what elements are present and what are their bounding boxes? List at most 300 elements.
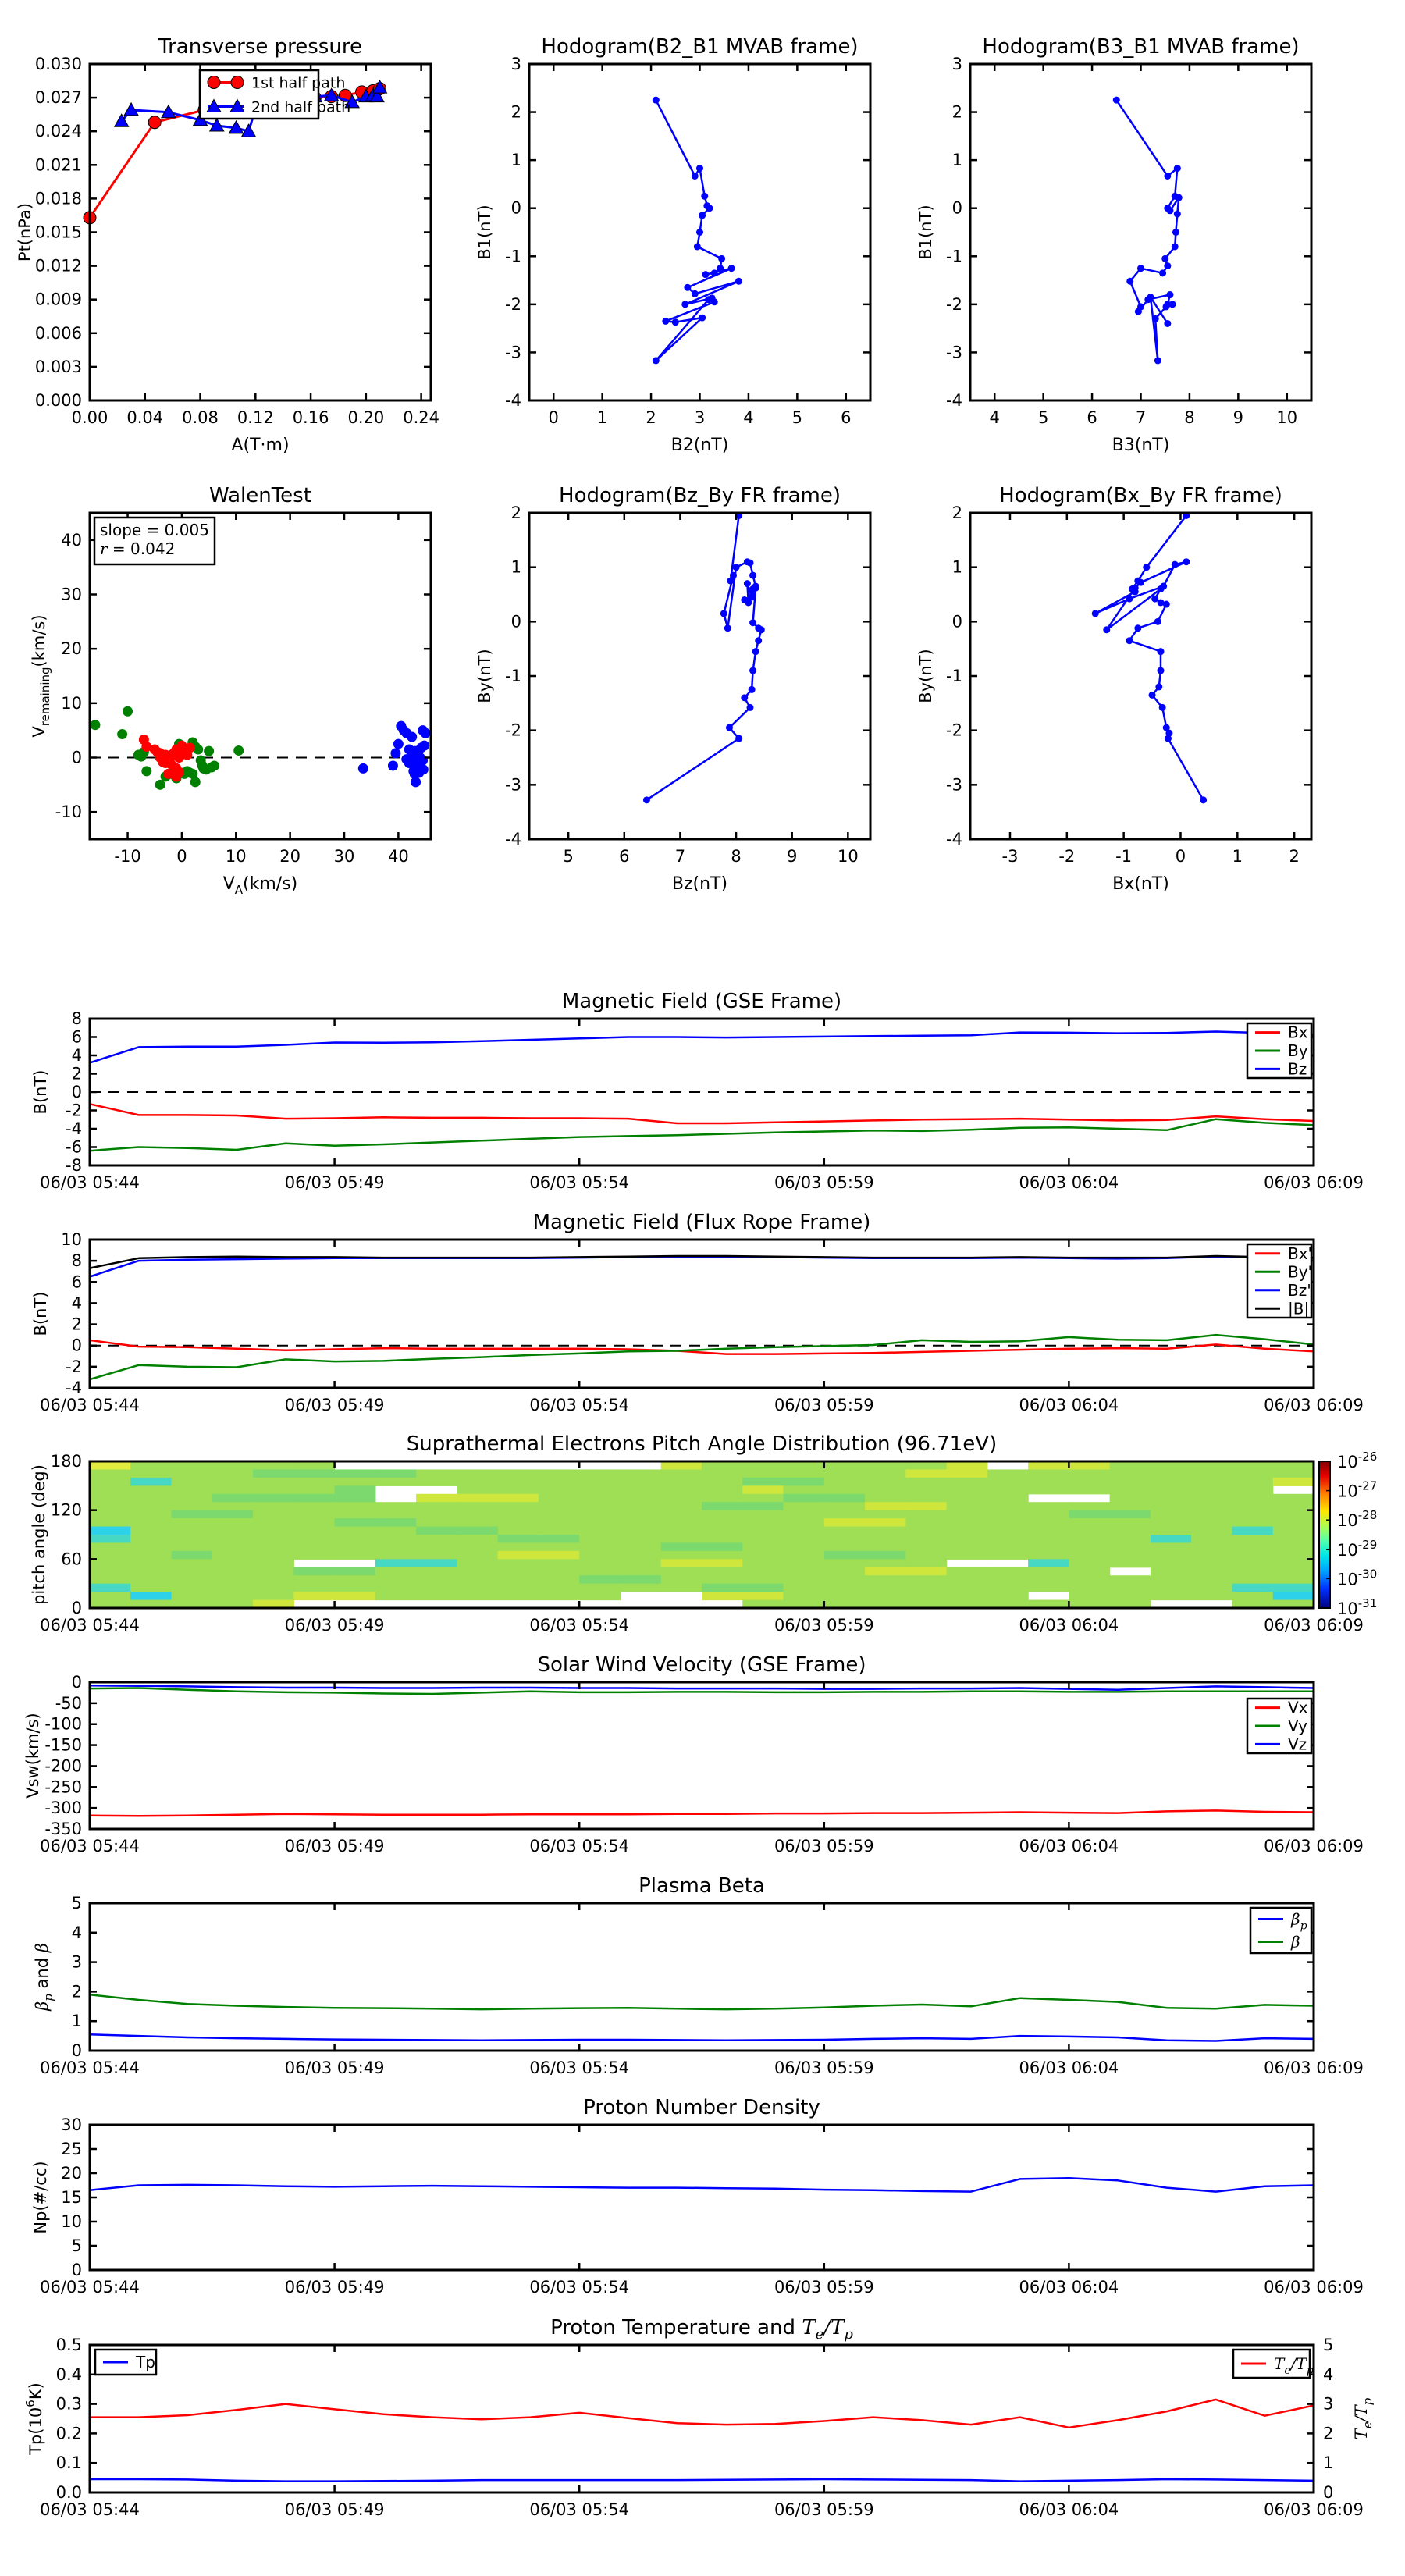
y-tick-label: 15 xyxy=(61,2188,82,2207)
x-tick-label: 06/03 06:09 xyxy=(1264,1837,1364,1856)
heatmap-cell xyxy=(375,1542,417,1551)
plot-frame xyxy=(90,1682,1314,1829)
series-Bz' xyxy=(90,1257,1314,1277)
y-tick-label: -1 xyxy=(946,667,962,685)
marker-dot xyxy=(718,255,725,262)
heatmap-cell xyxy=(865,1567,906,1576)
heatmap-cell xyxy=(742,1461,784,1470)
heatmap-cell xyxy=(702,1551,743,1560)
heatmap-cell xyxy=(375,1469,417,1478)
heatmap-cell xyxy=(1273,1518,1314,1527)
marker-dot xyxy=(681,301,688,308)
heatmap-cell xyxy=(865,1551,906,1560)
y-tick-label: 0 xyxy=(510,612,521,632)
x-tick-label: 8 xyxy=(1184,408,1195,427)
heatmap-cell xyxy=(1151,1518,1192,1527)
heatmap-cell xyxy=(416,1542,457,1551)
heatmap-cell xyxy=(335,1535,376,1543)
x-tick-label: 06/03 05:59 xyxy=(774,2278,874,2297)
heatmap-cell xyxy=(90,1559,131,1567)
y-tick-label: -350 xyxy=(44,1820,82,1838)
marker-dot xyxy=(749,667,756,674)
marker-dot xyxy=(741,694,748,701)
heatmap-cell xyxy=(824,1461,866,1470)
heatmap-cell xyxy=(293,1502,335,1510)
heatmap-cell xyxy=(824,1494,866,1503)
heatmap-cell xyxy=(498,1502,539,1510)
y-tick-label: 0 xyxy=(71,748,82,767)
heatmap-cell xyxy=(579,1502,621,1510)
heatmap-cell xyxy=(416,1518,457,1527)
marker-dot xyxy=(699,315,706,322)
heatmap-cell xyxy=(212,1461,254,1470)
heatmap-cell xyxy=(702,1461,743,1470)
heatmap-cell xyxy=(987,1510,1029,1519)
scatter-point-green xyxy=(190,777,201,787)
heatmap-cell xyxy=(293,1485,335,1494)
heatmap-cell xyxy=(1069,1502,1110,1510)
heatmap-cell xyxy=(90,1584,131,1592)
heatmap-cell xyxy=(905,1559,947,1567)
marker-dot xyxy=(653,97,660,104)
marker-dot xyxy=(1113,97,1120,104)
marker-dot xyxy=(653,357,660,364)
heatmap-cell xyxy=(539,1502,580,1510)
title-walen_test: WalenTest xyxy=(209,484,311,507)
heatmap-cell xyxy=(987,1494,1029,1503)
heatmap-cell xyxy=(293,1527,335,1535)
heatmap-cell xyxy=(1191,1559,1232,1567)
y-tick-label: 0 xyxy=(71,1673,82,1692)
heatmap-cell xyxy=(1028,1502,1069,1510)
legend-label: Bz' xyxy=(1288,1280,1311,1300)
chart-beta xyxy=(33,1874,1364,2077)
y-tick-label: -4 xyxy=(66,1119,82,1138)
heatmap-cell xyxy=(90,1575,131,1584)
y-tick-label: 0.000 xyxy=(34,391,82,410)
heatmap-cell xyxy=(661,1494,702,1503)
x-axis-label: B3(nT) xyxy=(1112,436,1170,455)
legend-label: Vx xyxy=(1288,1698,1308,1717)
y-tick-label: 30 xyxy=(61,585,82,604)
heatmap-cell xyxy=(824,1518,866,1527)
heatmap-cell xyxy=(620,1575,661,1584)
heatmap-cell xyxy=(375,1551,417,1560)
scatter-point-blue xyxy=(419,741,429,751)
heatmap-cell xyxy=(905,1592,947,1600)
heatmap-cell xyxy=(253,1502,294,1510)
heatmap-cell xyxy=(172,1584,213,1592)
y-tick-label: 2 xyxy=(71,1064,82,1083)
heatmap-cell xyxy=(172,1592,213,1600)
heatmap-cell xyxy=(947,1485,988,1494)
y-tick-label: 0 xyxy=(951,612,962,632)
x-tick-label: 06/03 05:49 xyxy=(284,2058,385,2077)
y-tick-label: -150 xyxy=(44,1735,82,1755)
x-tick-label: 06/03 06:09 xyxy=(1264,2500,1364,2519)
heatmap-cell xyxy=(457,1592,498,1600)
heatmap-cell xyxy=(1028,1584,1069,1592)
chart-np xyxy=(31,2096,1364,2297)
heatmap-cell xyxy=(742,1502,784,1510)
x-tick-label: 8 xyxy=(731,847,742,866)
y-axis-label: B(nT) xyxy=(31,1069,50,1115)
heatmap-cell xyxy=(702,1478,743,1486)
heatmap-cell xyxy=(90,1461,131,1470)
heatmap-cell xyxy=(416,1575,457,1584)
heatmap-cell xyxy=(457,1510,498,1519)
heatmap-cell xyxy=(130,1542,172,1551)
heatmap-cell xyxy=(824,1584,866,1592)
heatmap-cell xyxy=(293,1478,335,1486)
heatmap-cell xyxy=(1273,1559,1314,1567)
heatmap-cell xyxy=(865,1502,906,1510)
y-tick-label: -4 xyxy=(66,1379,82,1397)
marker-dot xyxy=(1162,303,1169,310)
heatmap-cell xyxy=(416,1494,457,1503)
y-tick-label: -200 xyxy=(44,1756,82,1776)
heatmap-cell xyxy=(498,1559,539,1567)
scatter-point-blue xyxy=(421,728,431,738)
y-tick-label: 2 xyxy=(951,102,962,122)
marker-dot xyxy=(1147,294,1154,301)
marker-dot xyxy=(1172,561,1179,568)
x-tick-label: 06/03 05:54 xyxy=(529,2058,630,2077)
plot-frame xyxy=(970,513,1311,839)
x-tick-label: 06/03 05:44 xyxy=(40,1173,140,1192)
y-tick-label: 6 xyxy=(71,1027,82,1047)
heatmap-cell xyxy=(784,1559,825,1567)
series-beta_p xyxy=(90,2034,1314,2041)
heatmap-cell xyxy=(253,1518,294,1527)
legend-label: Bx xyxy=(1288,1023,1308,1042)
heatmap-cell xyxy=(865,1542,906,1551)
marker-dot xyxy=(749,572,756,579)
heatmap-cell xyxy=(1028,1518,1069,1527)
heatmap-cell xyxy=(1232,1527,1273,1535)
heatmap-cell xyxy=(947,1575,988,1584)
marker-dot xyxy=(749,619,756,626)
marker-dot xyxy=(662,318,669,325)
heatmap-cell xyxy=(579,1485,621,1494)
marker-dot xyxy=(1164,262,1171,269)
y-tick-label: -2 xyxy=(66,1357,82,1376)
colorbar-tick-label: $10^{-30}$ xyxy=(1337,1567,1378,1589)
marker-dot xyxy=(749,686,756,693)
heatmap-cell xyxy=(375,1584,417,1592)
x-tick-label: 06/03 05:54 xyxy=(529,1616,630,1635)
heatmap-cell xyxy=(661,1485,702,1494)
heatmap-cell xyxy=(865,1535,906,1543)
heatmap-cell xyxy=(335,1485,376,1494)
marker-dot xyxy=(1157,585,1164,592)
x-tick-label: 10 xyxy=(225,847,247,866)
right-tick-label: 3 xyxy=(1323,2394,1334,2414)
heatmap-cell xyxy=(335,1542,376,1551)
heatmap-cell xyxy=(987,1502,1029,1510)
heatmap-cell xyxy=(457,1535,498,1543)
annotation-line: r = 0.042 xyxy=(100,539,176,558)
series-B xyxy=(646,516,761,800)
y-tick-label: -1 xyxy=(505,667,521,685)
heatmap-cell xyxy=(498,1567,539,1576)
heatmap-cell xyxy=(1273,1494,1314,1503)
y-tick-label: 6 xyxy=(71,1272,82,1292)
heatmap-cell xyxy=(579,1567,621,1576)
y-tick-label: 0.4 xyxy=(55,2364,82,2384)
heatmap-cell xyxy=(824,1575,866,1584)
x-tick-label: -2 xyxy=(1058,847,1076,866)
marker-dot xyxy=(1135,308,1142,315)
heatmap-cell xyxy=(416,1502,457,1510)
y-tick-label: -2 xyxy=(505,720,521,740)
heatmap-cell xyxy=(905,1575,947,1584)
marker-dot xyxy=(749,591,756,598)
heatmap-cell xyxy=(1151,1478,1192,1486)
heatmap-cell xyxy=(1273,1575,1314,1584)
heatmap-cell xyxy=(1028,1575,1069,1584)
heatmap-cell xyxy=(90,1518,131,1527)
heatmap-cell xyxy=(253,1494,294,1503)
heatmap-cell xyxy=(987,1584,1029,1592)
heatmap-cell xyxy=(784,1485,825,1494)
heatmap-cell xyxy=(1232,1567,1273,1576)
marker-dot xyxy=(1137,579,1144,586)
heatmap-cell xyxy=(1151,1592,1192,1600)
x-tick-label: 7 xyxy=(674,847,686,866)
x-axis-label: $V_A(km/s)$ xyxy=(222,874,298,897)
y-axis-label: B(nT) xyxy=(31,1291,50,1336)
heatmap-cell xyxy=(335,1494,376,1503)
heatmap-cell xyxy=(172,1478,213,1486)
heatmap-cell xyxy=(987,1567,1029,1576)
series-Tp xyxy=(90,2479,1314,2482)
heatmap-cell xyxy=(172,1461,213,1470)
x-tick-label: 06/03 05:59 xyxy=(774,2058,874,2077)
marker-dot xyxy=(1157,648,1164,655)
heatmap-cell xyxy=(1232,1494,1273,1503)
heatmap-cell xyxy=(335,1502,376,1510)
heatmap-cell xyxy=(375,1518,417,1527)
heatmap-cell xyxy=(579,1575,621,1584)
y-tick-label: 0 xyxy=(951,198,962,218)
heatmap-cell xyxy=(130,1485,172,1494)
heatmap-cell xyxy=(661,1584,702,1592)
heatmap-cell xyxy=(130,1592,172,1600)
heatmap-cell xyxy=(1028,1551,1069,1560)
heatmap-cell xyxy=(293,1584,335,1592)
x-tick-label: 06/03 05:49 xyxy=(284,2500,385,2519)
chart-vsw xyxy=(23,1653,1364,1856)
y-tick-label: -3 xyxy=(946,775,962,795)
heatmap-cell xyxy=(498,1518,539,1527)
marker-dot xyxy=(733,564,740,571)
heatmap-cell xyxy=(661,1510,702,1519)
marker-dot xyxy=(1126,596,1133,603)
x-tick-label: 06/03 05:59 xyxy=(774,1173,874,1192)
heatmap-cell xyxy=(498,1584,539,1592)
y-tick-label: 0.2 xyxy=(55,2424,82,2443)
scatter-point-blue xyxy=(358,763,368,774)
heatmap-cell xyxy=(1028,1559,1069,1567)
chart-spect xyxy=(30,1432,1377,1635)
heatmap-cell xyxy=(1069,1567,1110,1576)
heatmap-cell xyxy=(661,1559,702,1567)
x-tick-label: 5 xyxy=(1037,408,1049,427)
heatmap-cell xyxy=(947,1542,988,1551)
heatmap-cell xyxy=(824,1527,866,1535)
heatmap-cell xyxy=(1110,1542,1151,1551)
marker-dot xyxy=(755,637,762,644)
heatmap-cell xyxy=(620,1584,661,1592)
y-tick-label: 10 xyxy=(61,2212,82,2231)
y-tick-label: 180 xyxy=(50,1452,82,1471)
heatmap-cell xyxy=(661,1502,702,1510)
x-tick-label: 06/03 05:44 xyxy=(40,1396,140,1414)
heatmap-cell xyxy=(579,1584,621,1592)
legend-label: Vz xyxy=(1288,1735,1307,1754)
heatmap-cell xyxy=(335,1518,376,1527)
heatmap-cell xyxy=(130,1518,172,1527)
heatmap-cell xyxy=(293,1469,335,1478)
x-tick-label: 06/03 06:09 xyxy=(1264,1173,1364,1192)
series-B xyxy=(1095,516,1203,800)
marker-dot xyxy=(1103,626,1110,633)
series-Bz xyxy=(90,1032,1314,1063)
chart-mf_fr xyxy=(31,1211,1364,1414)
heatmap-cell xyxy=(457,1551,498,1560)
heatmap-cell xyxy=(1069,1584,1110,1592)
x-tick-label: 06/03 05:44 xyxy=(40,2278,140,2297)
scatter-point-red xyxy=(163,769,173,779)
heatmap-cell xyxy=(172,1494,213,1503)
heatmap-cell xyxy=(1232,1510,1273,1519)
plot-frame xyxy=(90,2125,1314,2270)
heatmap-cell xyxy=(416,1567,457,1576)
heatmap-cell xyxy=(1069,1542,1110,1551)
heatmap-cell xyxy=(1191,1510,1232,1519)
x-tick-label: -10 xyxy=(114,847,141,866)
heatmap-cell xyxy=(90,1478,131,1486)
heatmap-cell xyxy=(824,1502,866,1510)
heatmap-cell xyxy=(1151,1461,1192,1470)
x-tick-label: 0.20 xyxy=(347,408,385,427)
x-tick-label: 0.08 xyxy=(182,408,219,427)
heatmap-cell xyxy=(742,1518,784,1527)
marker-dot xyxy=(1126,637,1133,644)
legend-label: 2nd half path xyxy=(251,98,351,116)
y-tick-label: 0.1 xyxy=(55,2453,82,2473)
y-tick-label: 10 xyxy=(61,693,82,713)
heatmap-cell xyxy=(620,1527,661,1535)
x-tick-label: 06/03 05:44 xyxy=(40,1837,140,1856)
heatmap-cell xyxy=(947,1551,988,1560)
heatmap-cell xyxy=(90,1494,131,1503)
x-tick-label: 06/03 05:59 xyxy=(774,2500,874,2519)
heatmap-cell xyxy=(212,1518,254,1527)
heatmap-cell xyxy=(1273,1527,1314,1535)
heatmap-cell xyxy=(212,1567,254,1576)
y-axis-label: By(nT) xyxy=(916,649,935,703)
heatmap-cell xyxy=(824,1542,866,1551)
heatmap-cell xyxy=(212,1478,254,1486)
heatmap-cell xyxy=(253,1559,294,1567)
legend-label: $T_e/T_p$ xyxy=(1274,2354,1314,2377)
y-axis-label: Pt(nPa) xyxy=(16,202,34,262)
heatmap-cell xyxy=(987,1551,1029,1560)
marker-dot xyxy=(1165,735,1172,742)
heatmap-cell xyxy=(1232,1469,1273,1478)
heatmap-cell xyxy=(130,1575,172,1584)
heatmap-cell xyxy=(1273,1592,1314,1600)
y-axis-label: B1(nT) xyxy=(475,205,494,260)
chart-mf_gse xyxy=(31,990,1364,1192)
marker-dot xyxy=(752,648,759,655)
heatmap-cell xyxy=(90,1469,131,1478)
heatmap-cell xyxy=(1069,1535,1110,1543)
title-mf_gse: Magnetic Field (GSE Frame) xyxy=(561,990,842,1013)
marker-dot xyxy=(1157,667,1164,674)
y-tick-label: 0.030 xyxy=(34,55,82,73)
y-tick-label: -50 xyxy=(55,1693,82,1713)
heatmap-cell xyxy=(905,1469,947,1478)
heatmap-cell xyxy=(865,1510,906,1519)
marker-dot xyxy=(1132,585,1139,592)
heatmap-cell xyxy=(905,1551,947,1560)
heatmap-cell xyxy=(539,1542,580,1551)
marker-dot xyxy=(1176,194,1183,201)
heatmap-cell xyxy=(579,1551,621,1560)
heatmap-cell xyxy=(1069,1575,1110,1584)
heatmap-cell xyxy=(1069,1559,1110,1567)
heatmap-cell xyxy=(130,1510,172,1519)
heatmap-cell xyxy=(742,1584,784,1592)
marker-dot xyxy=(1164,320,1171,327)
legend-label: Tp xyxy=(136,2353,155,2371)
heatmap-cell xyxy=(212,1502,254,1510)
marker-dot xyxy=(1159,269,1166,276)
x-axis-label: Bx(nT) xyxy=(1112,874,1169,894)
heatmap-cell xyxy=(620,1494,661,1503)
marker-dot xyxy=(711,269,718,276)
colorbar xyxy=(1319,1461,1330,1608)
heatmap-cell xyxy=(172,1535,213,1543)
heatmap-cell xyxy=(212,1559,254,1567)
series-beta xyxy=(90,1994,1314,2009)
heatmap-cell xyxy=(212,1592,254,1600)
x-tick-label: 06/03 05:59 xyxy=(774,1837,874,1856)
marker-dot xyxy=(672,318,679,326)
y-axis-label: pitch angle (deg) xyxy=(30,1464,48,1605)
heatmap-cell xyxy=(661,1478,702,1486)
heatmap-cell xyxy=(865,1478,906,1486)
marker-dot xyxy=(1172,243,1179,250)
heatmap-cell xyxy=(742,1575,784,1584)
heatmap-cell xyxy=(1028,1469,1069,1478)
heatmap-cell xyxy=(702,1518,743,1527)
heatmap-cell xyxy=(1191,1592,1232,1600)
heatmap-cell xyxy=(212,1542,254,1551)
heatmap-cell xyxy=(987,1575,1029,1584)
heatmap-cell xyxy=(620,1559,661,1567)
heatmap-cell xyxy=(416,1469,457,1478)
x-tick-label: -3 xyxy=(1001,847,1019,866)
heatmap-cell xyxy=(702,1542,743,1551)
marker-dot xyxy=(728,265,735,272)
right-tick-label: 4 xyxy=(1323,2364,1334,2384)
heatmap-cell xyxy=(457,1575,498,1584)
x-tick-label: 0 xyxy=(176,847,187,866)
